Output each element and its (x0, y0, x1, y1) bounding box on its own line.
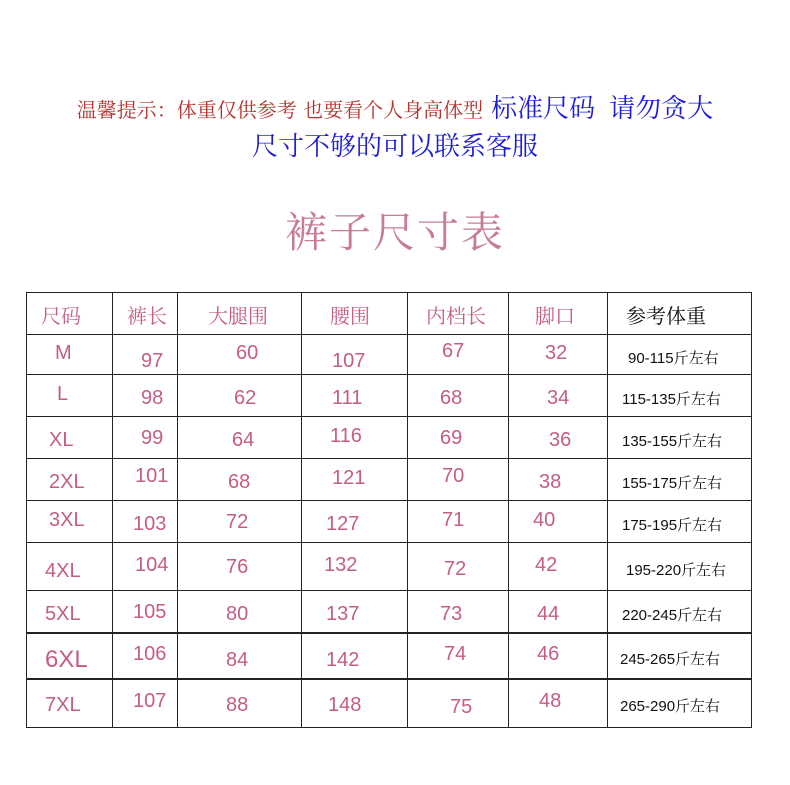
measure-cell: 132 (302, 543, 408, 591)
measure-cell: 76 (178, 543, 302, 591)
measure-cell: 68 (178, 459, 302, 501)
measure-cell: 107 (302, 335, 408, 375)
table-row (27, 591, 751, 633)
weight-cell: 195-220斤左右 (626, 561, 727, 579)
row-divider (27, 458, 751, 459)
measure-cell: 116 (302, 417, 408, 459)
measure-cell: 99 (113, 417, 178, 459)
column-header: 内档长 (408, 293, 509, 335)
column-header: 腰围 (302, 293, 408, 335)
measure-cell: 127 (302, 501, 408, 543)
measure-cell: 42 (509, 543, 608, 591)
measure-cell: 72 (178, 501, 302, 543)
table-row (27, 633, 751, 679)
size-chart-title: 裤子尺寸表 (284, 208, 505, 257)
measure-cell: 80 (178, 591, 302, 633)
measure-cell: 72 (408, 543, 509, 591)
table-row (27, 335, 751, 375)
measure-cell: 111 (302, 375, 408, 417)
size-cell: 6XL (27, 633, 113, 679)
measure-cell: 148 (302, 679, 408, 727)
row-divider (27, 542, 751, 543)
measure-cell: 106 (113, 633, 178, 679)
size-cell: 2XL (27, 459, 113, 501)
size-cell: 5XL (27, 591, 113, 633)
notice-highlight-standard-size: 标准尺码 (491, 94, 596, 124)
size-cell: 3XL (27, 501, 113, 543)
measure-cell: 36 (509, 417, 608, 459)
measure-cell: 74 (408, 633, 509, 679)
notice-line-1 (0, 88, 790, 125)
notice-prefix: 温馨提示：体重仅供参考 也要看个人身高体型 (76, 98, 484, 122)
weight-cell: 115-135斤左右 (622, 390, 721, 408)
size-cell: 4XL (27, 543, 113, 591)
measure-cell: 121 (302, 459, 408, 501)
measure-cell: 68 (408, 375, 509, 417)
table-row (27, 679, 751, 727)
weight-cell: 90-115斤左右 (628, 349, 719, 367)
measure-cell: 101 (113, 459, 178, 501)
measure-cell: 107 (113, 679, 178, 727)
measure-cell: 62 (178, 375, 302, 417)
column-header: 大腿围 (178, 293, 302, 335)
column-header: 参考体重 (626, 303, 706, 328)
measure-cell: 48 (509, 679, 608, 727)
size-cell: XL (27, 417, 113, 459)
table-row (27, 459, 751, 501)
measure-cell: 60 (178, 335, 302, 375)
measure-cell: 70 (408, 459, 509, 501)
measure-cell: 97 (113, 335, 178, 375)
size-cell: M (27, 335, 113, 375)
column-header: 尺码 (27, 293, 113, 335)
measure-cell: 75 (408, 679, 509, 727)
measure-cell: 73 (408, 591, 509, 633)
weight-cell: 265-290斤左右 (620, 697, 721, 715)
row-divider (27, 416, 751, 417)
measure-cell: 32 (509, 335, 608, 375)
measure-cell: 34 (509, 375, 608, 417)
measure-cell: 40 (509, 501, 608, 543)
measure-cell: 38 (509, 459, 608, 501)
measure-cell: 103 (113, 501, 178, 543)
measure-cell: 44 (509, 591, 608, 633)
weight-cell: 245-265斤左右 (620, 650, 721, 668)
measure-cell: 105 (113, 591, 178, 633)
measure-cell: 98 (113, 375, 178, 417)
notice-highlight-dont-size-up: 请勿贪大 (609, 94, 714, 124)
measure-cell: 69 (408, 417, 509, 459)
table-row (27, 543, 751, 591)
column-header: 裤长 (113, 293, 178, 335)
measure-cell: 84 (178, 633, 302, 679)
weight-cell: 175-195斤左右 (622, 516, 723, 534)
measure-cell: 46 (509, 633, 608, 679)
measure-cell: 142 (302, 633, 408, 679)
weight-cell: 155-175斤左右 (622, 474, 723, 492)
row-divider (27, 374, 751, 375)
row-divider (27, 632, 751, 634)
table-row (27, 375, 751, 417)
row-divider (27, 334, 751, 335)
measure-cell: 64 (178, 417, 302, 459)
measure-cell: 71 (408, 501, 509, 543)
weight-cell: 220-245斤左右 (622, 606, 723, 624)
table-row (27, 417, 751, 459)
table-row (27, 501, 751, 543)
table-header-row (27, 293, 751, 335)
size-table (26, 292, 752, 728)
row-divider (27, 678, 751, 680)
column-header: 脚口 (509, 293, 608, 335)
size-cell: L (27, 375, 113, 417)
notice-line-2: 尺寸不够的可以联系客服 (251, 132, 538, 162)
measure-cell: 104 (113, 543, 178, 591)
row-divider (27, 590, 751, 591)
measure-cell: 88 (178, 679, 302, 727)
weight-cell: 135-155斤左右 (622, 432, 723, 450)
measure-cell: 137 (302, 591, 408, 633)
size-cell: 7XL (27, 679, 113, 727)
measure-cell: 67 (408, 335, 509, 375)
row-divider (27, 500, 751, 501)
